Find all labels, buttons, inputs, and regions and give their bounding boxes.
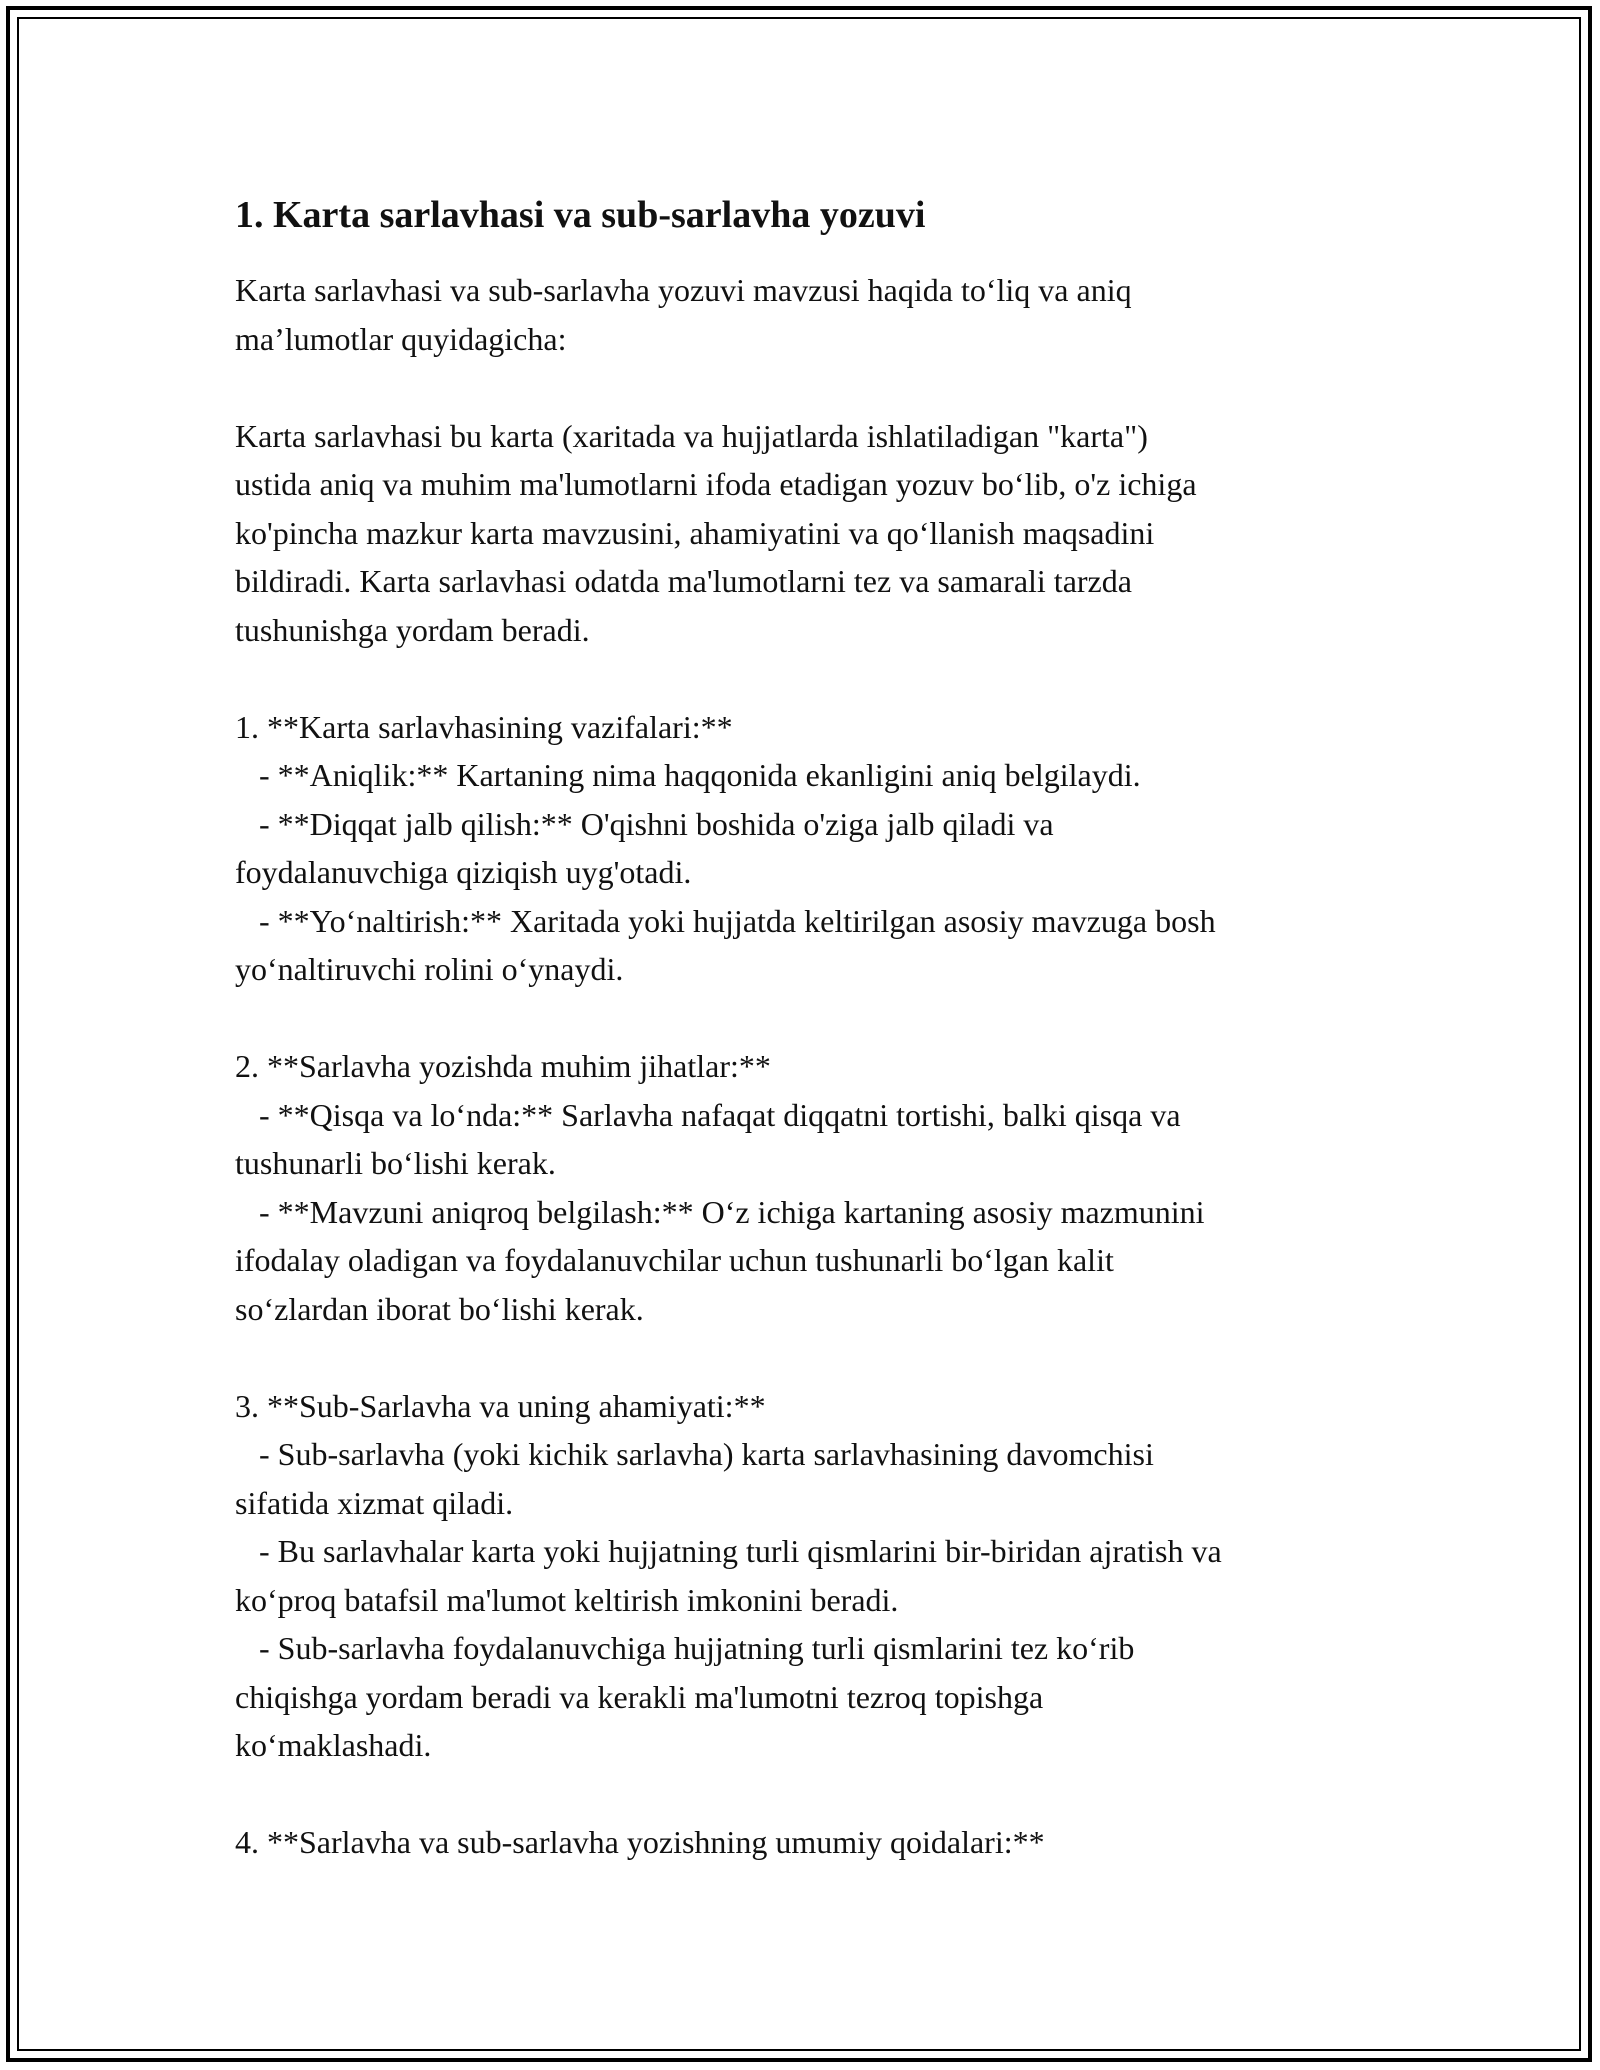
- text-line: sifatida xizmat qiladi.: [235, 1484, 514, 1521]
- text-lines: [235, 266, 1385, 1867]
- text-line: ifodalay oladigan va foydalanuvchilar uchun tushunarli bo‘lgan kalit: [235, 1242, 1114, 1278]
- text-line: - **Aniqlik:** Kartaning nima haqqonida ekanligini aniq belgilaydi.: [235, 757, 1141, 793]
- text-line: [235, 994, 1385, 1043]
- text-line: bildiradi. Karta sarlavhasi odatda ma'lumotlarni tez va samarali tarzda: [235, 563, 1132, 599]
- text-line: [235, 1333, 1385, 1382]
- text-line: ko‘proq batafsil ma'lumot keltirish imkonini beradi.: [235, 1581, 899, 1618]
- text-line: - Sub-sarlavha (yoki kichik sarlavha) karta sarlavhasining davomchisi: [235, 1436, 1154, 1472]
- text-line: ko'pincha mazkur karta mavzusini, ahamiyatini va qo‘llanish maqsadini: [235, 514, 1155, 551]
- text-line: so‘zlardan iborat bo‘lishi kerak.: [235, 1290, 644, 1327]
- text-line: ustida aniq va muhim ma'lumotlarni ifoda etadigan yozuv bo‘lib, o'z ichiga: [235, 466, 1197, 502]
- text-line: ko‘maklashadi.: [235, 1727, 432, 1763]
- text-line: 1. **Karta sarlavhasining vazifalari:**: [235, 708, 733, 745]
- text-line: tushunishga yordam beradi.: [235, 611, 590, 648]
- text-line: 3. **Sub-Sarlavha va uning ahamiyati:**: [235, 1387, 766, 1424]
- text-line: 2. **Sarlavha yozishda muhim jihatlar:**: [235, 1048, 771, 1084]
- page-title: 1. Karta sarlavhasi va sub-sarlavha yozuvi: [235, 194, 926, 236]
- text-line: foydalanuvchiga qiziqish uyg'otadi.: [235, 854, 692, 890]
- text-line: [235, 1770, 1385, 1819]
- text-line: Karta sarlavhasi va sub-sarlavha yozuvi mavzusi haqida to‘liq va aniq: [235, 272, 1132, 308]
- text-line: tushunarli bo‘lishi kerak.: [235, 1145, 556, 1181]
- text-line: ma’lumotlar quyidagicha:: [235, 320, 567, 357]
- text-line: chiqishga yordam beradi va kerakli ma'lumotni tezroq topishga: [235, 1678, 1044, 1715]
- text-line: - Bu sarlavhalar karta yoki hujjatning turli qismlarini bir-biridan ajratish va: [235, 1533, 1222, 1569]
- text-line: [235, 363, 1385, 412]
- text-line: Karta sarlavhasi bu karta (xaritada va hujjatlarda ishlatiladigan "karta"): [235, 417, 1148, 454]
- text-line: - Sub-sarlavha foydalanuvchiga hujjatning turli qismlarini tez ko‘rib: [235, 1630, 1135, 1666]
- document-body: [235, 190, 1385, 1867]
- text-line: 4. **Sarlavha va sub-sarlavha yozishning umumiy qoidalari:**: [235, 1824, 1045, 1860]
- text-line: - **Diqqat jalb qilish:** O'qishni boshida o'ziga jalb qiladi va: [235, 805, 1054, 842]
- text-line: - **Qisqa va lo‘nda:** Sarlavha nafaqat diqqatni tortishi, balki qisqa va: [235, 1096, 1181, 1133]
- text-line: - **Yo‘naltirish:** Xaritada yoki hujjatda keltirilgan asosiy mavzuga bosh: [235, 902, 1216, 939]
- text-line: [235, 654, 1385, 703]
- text-line: yo‘naltiruvchi rolini o‘ynaydi.: [235, 951, 624, 987]
- text-line: - **Mavzuni aniqroq belgilash:** O‘z ichiga kartaning asosiy mazmunini: [235, 1193, 1205, 1230]
